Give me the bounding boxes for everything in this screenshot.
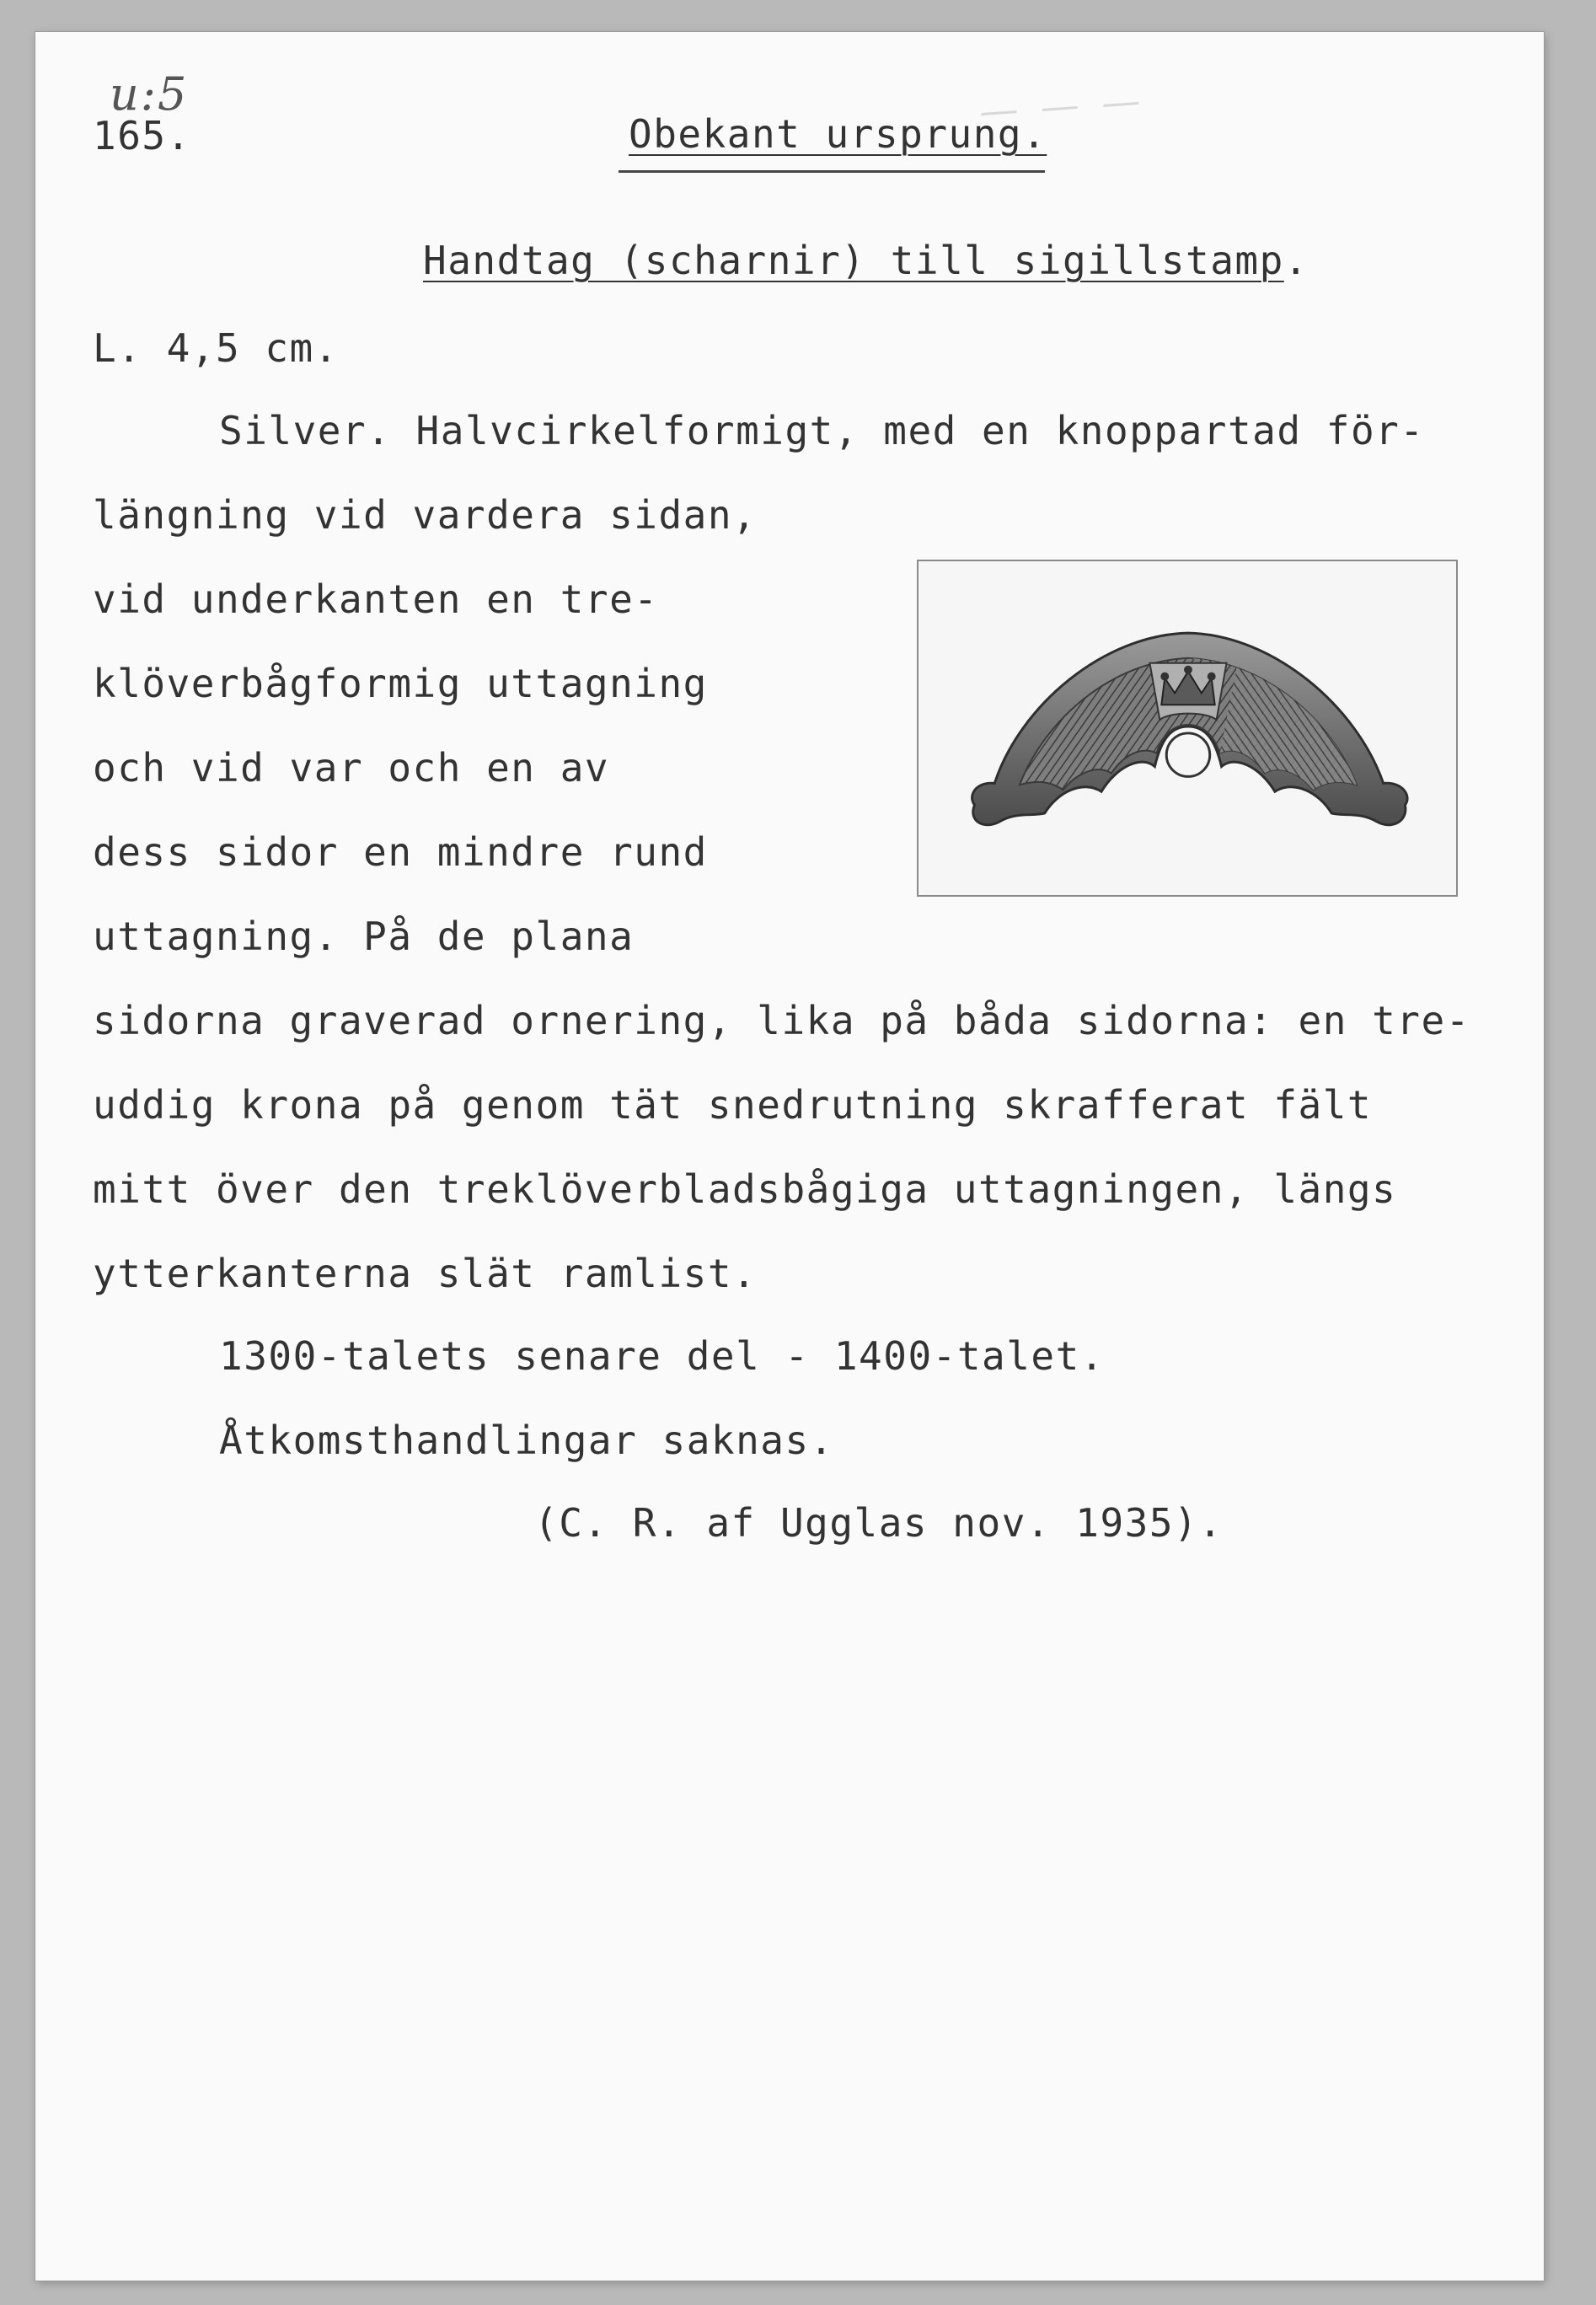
body-line-7: uttagning. På de plana bbox=[93, 914, 635, 959]
body-line-11: ytterkanterna slät ramlist. bbox=[93, 1251, 758, 1296]
body-line-2: längning vid vardera sidan, bbox=[93, 492, 758, 538]
heading-rule bbox=[619, 170, 1045, 173]
dating: 1300-talets senare del - 1400-talet. bbox=[219, 1333, 1105, 1379]
object-title-text: Handtag (scharnir) till sigillstamp bbox=[423, 238, 1284, 283]
body-line-9: uddig krona på genom tät snedrutning skrafferat fält bbox=[93, 1082, 1373, 1128]
body-line-6: dess sidor en mindre rund bbox=[93, 829, 708, 875]
heading bbox=[629, 111, 1047, 157]
object-title-period: . bbox=[1283, 238, 1309, 283]
body-line-4: klöverbågformig uttagning bbox=[93, 661, 708, 706]
object-title bbox=[423, 238, 1309, 283]
handwritten-mark: u:5 bbox=[110, 67, 189, 121]
faint-pencil-marking: — — — bbox=[977, 77, 1147, 134]
object-photograph bbox=[917, 560, 1458, 897]
acquisition-note: Åtkomsthandlingar saknas. bbox=[219, 1418, 834, 1463]
signature: (C. R. af Ugglas nov. 1935). bbox=[534, 1500, 1224, 1546]
body-line-10: mitt över den treklöverbladsbågiga uttagningen, längs bbox=[93, 1166, 1397, 1212]
body-line-1: Silver. Halvcirkelformigt, med en knoppartad för- bbox=[219, 408, 1425, 453]
catalog-card bbox=[35, 32, 1544, 2281]
body-line-8: sidorna graverad ornering, lika på båda sidorna: en tre- bbox=[93, 998, 1470, 1043]
catalog-number: 165. bbox=[93, 113, 191, 158]
seal-handle-image bbox=[919, 561, 1456, 895]
body-line-3: vid underkanten en tre- bbox=[93, 576, 659, 622]
heading-text: Obekant ursprung. bbox=[629, 111, 1047, 157]
length-measure: L. 4,5 cm. bbox=[93, 325, 339, 371]
body-line-5: och vid var och en av bbox=[93, 745, 610, 791]
